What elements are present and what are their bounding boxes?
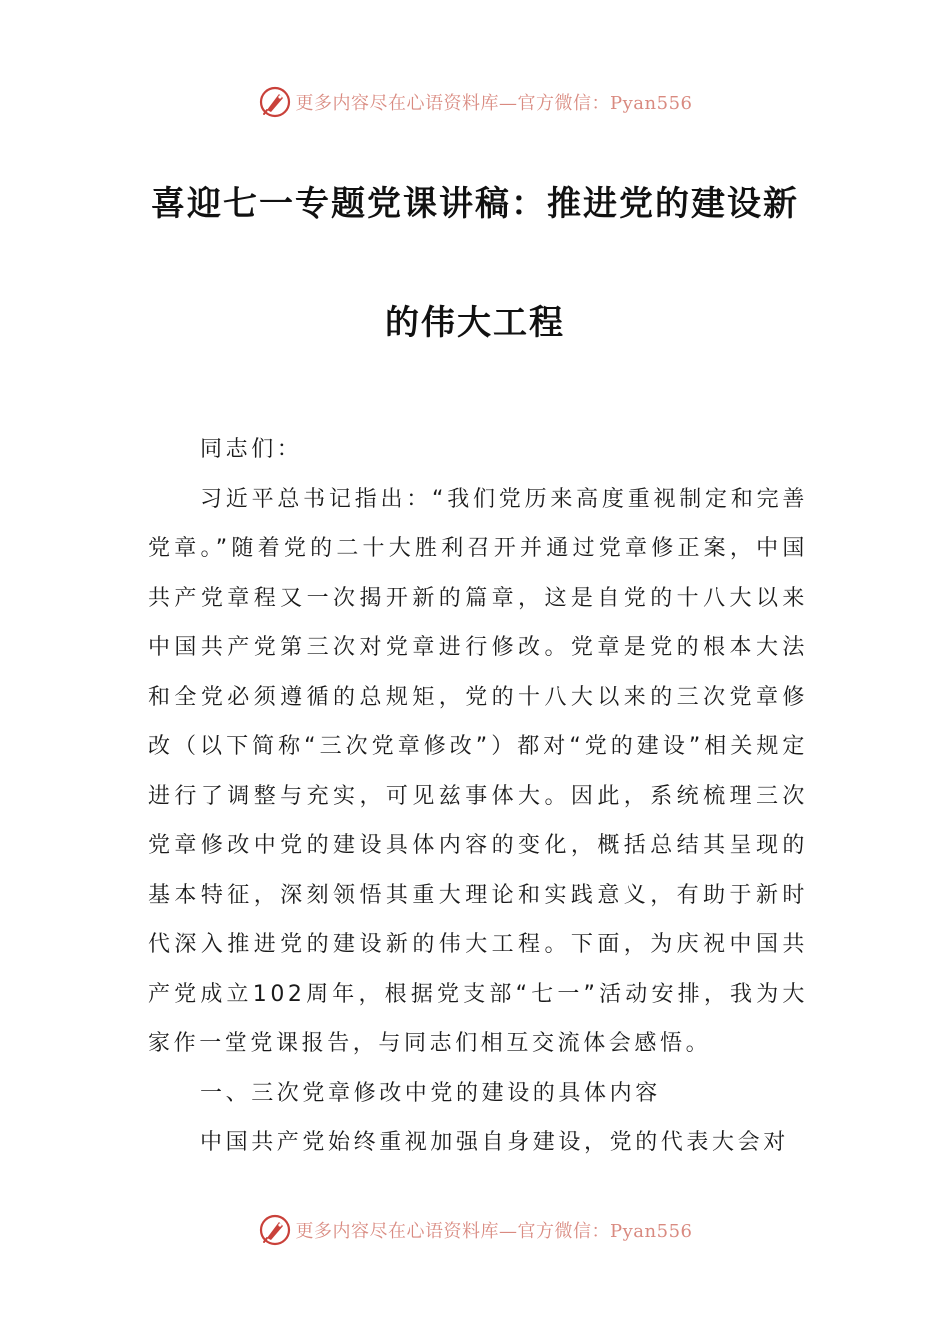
footer-banner — [0, 1210, 950, 1250]
pen-nib-logo-icon — [258, 85, 292, 119]
body-paragraph: 习近平总书记指出：“我们党历来高度重视制定和完善党章。”随着党的二十大胜利召开并通过党章修正案，中国共产党章程又一次揭开新的篇章，这是自党的十八大以来中国共产党第三次对党章进行修改。党章是党的根本大法和全党必须遵循的总规矩，党的十八大以来的三次党章修改（以下简称“三次党章修改”）都对“党的建设”相关规定进行了调整与充实，可见兹事体大。因此，系统梳理三次党章修改中党的建设具体内容的变化，概括总结其呈现的基本特征，深刻领悟其重大理论和实践意义，有助于新时代深入推进党的建设新的伟大工程。下面，为庆祝中国共产党成立102周年，根据党支部“七一”活动安排，我为大家作一堂党课报告，与同志们相互交流体会感悟。 — [148, 486, 808, 1056]
document-title-line-2: 的伟大工程 — [385, 303, 565, 343]
body-paragraph: 中国共产党始终重视加强自身建设，党的代表大会对 — [200, 1130, 789, 1155]
pen-nib-logo-icon — [258, 1213, 292, 1247]
header-banner-text: 更多内容尽在心语资料库—官方微信：Pyan556 — [295, 93, 693, 114]
section-heading: 一、三次党章修改中党的建设的具体内容 — [200, 1080, 661, 1106]
footer-banner-text: 更多内容尽在心语资料库—官方微信：Pyan556 — [295, 1221, 693, 1242]
header-banner — [0, 82, 950, 122]
document-title-line-1: 喜迎七一专题党课讲稿：推进党的建设新 — [151, 184, 799, 224]
salutation: 同志们： — [200, 437, 303, 462]
document-body — [148, 425, 808, 1168]
